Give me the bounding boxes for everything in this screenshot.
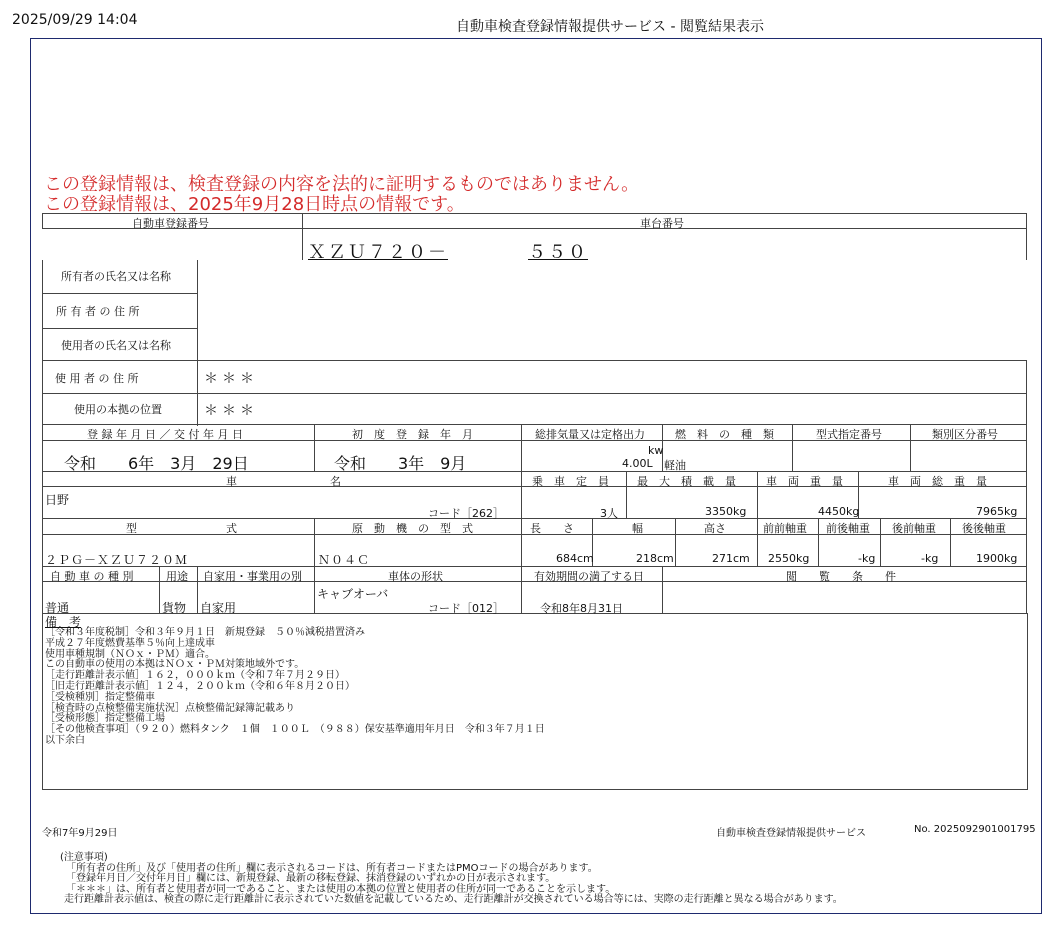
remarks-list [45,628,545,747]
label-max-load: 最 大 積 載 量 [637,475,736,488]
ff-axle-value: 2550kg [768,552,810,565]
label-expiry: 有効期間の満了する日 [534,570,644,583]
label-rf-axle: 後前軸重 [892,522,936,535]
label-gross-weight: 車 両 総 重 量 [888,475,987,488]
remarks-line: ［旧走行距離計表示値］１２４，２００ｋｍ（令和６年８月２０日） [45,680,355,692]
label-category-number: 類別区分番号 [932,428,998,441]
remarks-line: 使用車種規制（ＮＯｘ・ＰＭ）適合。 [45,648,215,660]
label-remarks: 備 考 [45,615,82,629]
caution-line: 「所有者の住所」及び「使用者の住所」欄に表示されるコードは、所有者コードまたはPMOコードの場合があります。 [66,862,598,874]
remarks-line: 平成２７年度燃費基準５％向上達成車 [45,637,215,649]
caution-line: 「＊＊＊」は、所有者と使用者が同一であること、または使用の本拠の位置と使用者の住所が同一であることを示します。 [66,883,616,895]
displacement-value: 4.00L [622,457,653,470]
label-owner-name: 所有者の氏名又は名称 [61,270,171,283]
first-reg-value: 令和 3年 9月 [334,454,467,473]
model-value: ２ＰＧ－ＸＺＵ７２０Ｍ [45,553,189,567]
warning-legal: この登録情報は、検査登録の内容を法的に証明するものではありません。 [44,174,640,195]
length-value: 684cm [556,552,594,565]
engine-value: Ｎ０４Ｃ [318,553,371,567]
label-first-reg: 初 度 登 録 年 月 [352,428,473,441]
body-code: コード［012］ [428,602,504,615]
rr-axle-value: 1900kg [976,552,1018,565]
label-fr-axle: 前後軸重 [826,522,870,535]
gross-weight-value: 7965kg [976,505,1018,518]
remarks-line: この自動車の使用の本拠はＮＯｘ・ＰＭ対策地域外です。 [45,659,305,671]
label-usage: 用途 [166,570,188,583]
caution-title: (注意事項) [60,852,108,863]
label-vehicle-kind: 自 動 車 の 種 別 [50,570,134,583]
usage-value: 貨物 [162,601,187,615]
footer-service: 自動車検査登録情報提供サービス [716,828,866,839]
label-user-name: 使用者の氏名又は名称 [61,339,171,352]
vehicle-weight-value: 4450kg [818,505,860,518]
caution-line: 「登録年月日／交付年月日」欄には、新規登録、最新の移転登録、抹消登録のいずれかの日が表示されます。 [66,873,556,885]
caution-notes [60,853,843,906]
width-value: 218cm [636,552,674,565]
chassis-prefix: ＸＺＵ７２０－ [308,242,448,263]
height-value: 271cm [712,552,750,565]
private-business-value: 自家用 [200,601,237,615]
label-fuel-type: 燃 料 の 種 類 [675,428,774,441]
expiry-value: 令和8年8月31日 [540,602,623,615]
label-owner-address: 所 有 者 の 住 所 [56,305,140,318]
remarks-line: ［受検形態］指定整備工場 [45,713,165,725]
label-model-designation: 型式指定番号 [816,428,882,441]
label-reg-date: 登 録 年 月 日 ／ 交 付 年 月 日 [87,428,243,441]
label-formula: 式 [226,522,237,535]
label-width: 幅 [632,522,643,535]
remarks-line: ［受検種別］指定整備車 [45,691,155,703]
label-height: 高さ [704,522,726,535]
label-reg-number: 自動車登録番号 [132,217,209,230]
remarks-line: 以下余白 [45,734,85,746]
remarks-line: ［令和３年度税制］令和３年９月１日 新規登録 ５０％減税措置済み [45,627,365,638]
label-base-location: 使用の本拠の位置 [74,403,162,416]
capacity-value: 3人 [600,507,618,520]
label-user-address: 使 用 者 の 住 所 [55,372,139,385]
user-address-value: ＊＊＊ [204,371,258,387]
label-browse-conditions: 閲 覧 条 件 [786,570,896,583]
print-datetime: 2025/09/29 14:04 [12,12,138,28]
label-rr-axle: 後後軸重 [962,522,1006,535]
label-ff-axle: 前前軸重 [763,522,807,535]
car-name-code: コード［262］ [428,507,504,520]
label-type: 型 [126,522,137,535]
remarks-line: ［検査時の点検整備実施状況］点検整備記録簿記載あり [45,702,295,714]
remarks-line: ［走行距離計表示値］１６２，０００ｋｍ（令和７年７月２９日） [45,670,345,682]
car-name-value: 日野 [45,493,70,507]
caution-line: 走行距離計表示値は、検査の際に走行距離計に表示されていた数値を記載しているため、走行距離計が交換されている場合等には、実際の走行距離と異なる場合があります。 [64,894,843,906]
fr-axle-value: -kg [858,552,876,565]
chassis-suffix: ５５０ [528,242,588,263]
base-location-value: ＊＊＊ [204,403,258,419]
reg-date-value: 令和 6年 3月 29日 [64,454,249,473]
remarks-line: ［その他検査事項］（９２０）燃料タンク １個 １００Ｌ （９８８）保安基準適用年月日 令和３年７月１日 [45,724,545,736]
footer-date: 令和7年9月29日 [42,828,118,839]
label-length: 長 さ [530,522,574,535]
label-capacity: 乗 車 定 員 [532,475,609,488]
fuel-value: 軽油 [664,459,686,472]
warning-date: この登録情報は、2025年9月28日時点の情報です。 [44,194,465,215]
label-name: 名 [330,475,341,488]
label-displacement: 総排気量又は定格出力 [535,428,645,441]
label-private-business: 自家用・事業用の別 [203,570,302,583]
displacement-unit: kw [648,444,664,457]
rf-axle-value: -kg [921,552,939,565]
max-load-value: 3350kg [705,505,747,518]
label-car: 車 [226,475,237,488]
label-engine-type: 原 動 機 の 型 式 [352,522,473,535]
label-body-shape: 車体の形状 [388,570,443,583]
label-chassis-number: 車台番号 [640,217,684,230]
label-vehicle-weight: 車 両 重 量 [766,475,843,488]
page-title: 自動車検査登録情報提供サービス - 閲覧結果表示 [456,19,764,35]
body-shape-value: キャブオーバ [317,587,389,601]
vehicle-kind-value: 普通 [45,601,70,615]
footer-number: No. 2025092901001795 [914,824,1036,835]
